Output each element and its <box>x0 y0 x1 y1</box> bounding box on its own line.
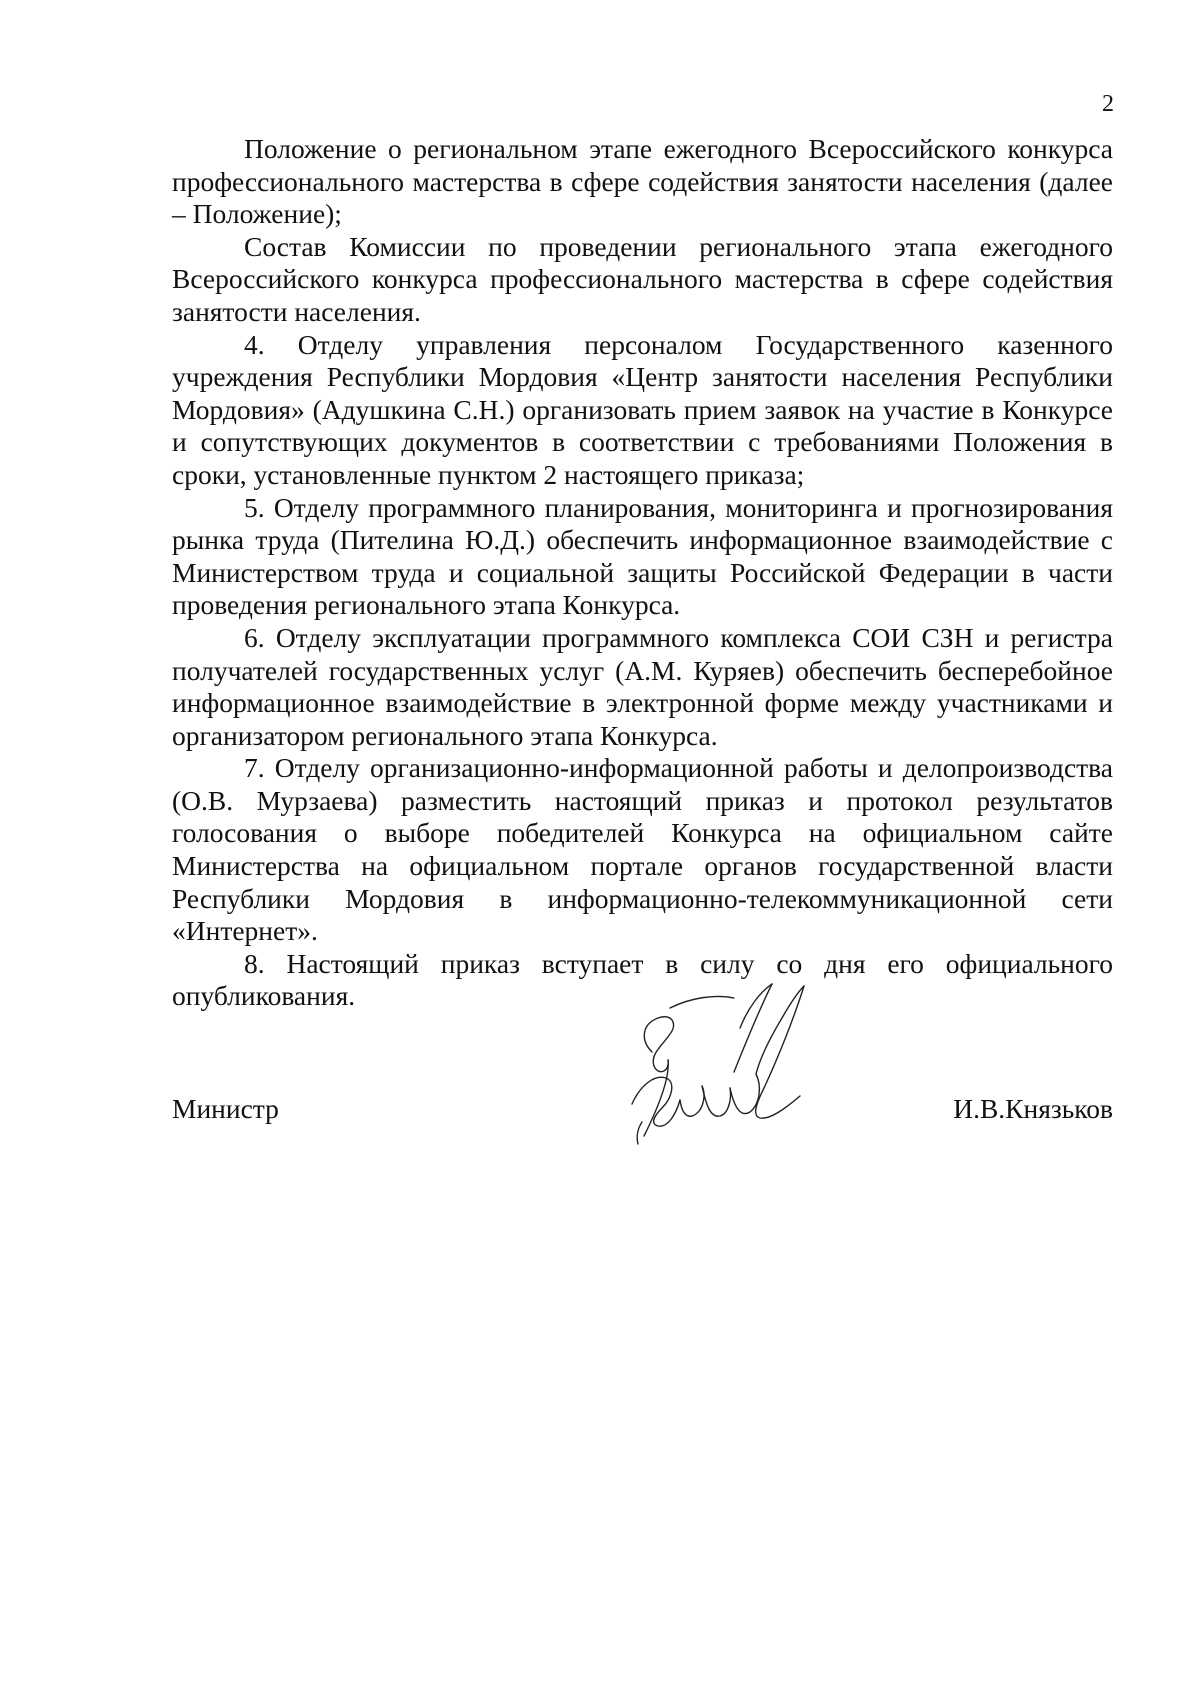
signer-name: И.В.Князьков <box>953 1093 1113 1124</box>
paragraph-item-7: 7. Отделу организационно-информационной работы и делопроизводства (О.В. Мурзаева) разместить настоящий приказ и протокол результатов голосования о выборе победителей Конкурса на официальном сайте Министерства на официальном портале органов государственной власти Республики Мордовия в информационно-телекоммуникационной сети «Интернет». <box>172 752 1113 947</box>
document-body <box>172 133 1113 1013</box>
signer-title: Министр <box>172 1093 279 1124</box>
paragraph-item-8: 8. Настоящий приказ вступает в силу со дня его официального опубликования. <box>172 947 1113 1012</box>
handwritten-signature <box>610 968 820 1158</box>
paragraph-item-6: 6. Отделу эксплуатации программного комплекса СОИ СЗН и регистра получателей государственных услуг (А.М. Куряев) обеспечить бесперебойное информационное взаимодействие в электронной форме между участниками и организатором регионального этапа Конкурса. <box>172 621 1113 751</box>
page-number: 2 <box>1102 91 1114 117</box>
paragraph-commission: Состав Комиссии по проведении регионального этапа ежегодного Всероссийского конкурса профессионального мастерства в сфере содействия занятости населения. <box>172 230 1113 327</box>
paragraph-item-4: 4. Отделу управления персоналом Государственного казенного учреждения Республики Мордовия «Центр занятости населения Республики Мордовия» (Адушкина С.Н.) организовать прием заявок на участие в Конкурсе и сопутствующих документов в соответствии с требованиями Положения в сроки, установленные пунктом 2 настоящего приказа; <box>172 328 1113 490</box>
paragraph-regulation: Положение о региональном этапе ежегодного Всероссийского конкурса профессионального мастерства в сфере содействия занятости населения (далее – Положение); <box>172 133 1113 230</box>
paragraph-item-5: 5. Отделу программного планирования, мониторинга и прогнозирования рынка труда (Пителина Ю.Д.) обеспечить информационное взаимодействие с Министерством труда и социальной защиты Российской Федерации в части проведения регионального этапа Конкурса. <box>172 491 1113 621</box>
